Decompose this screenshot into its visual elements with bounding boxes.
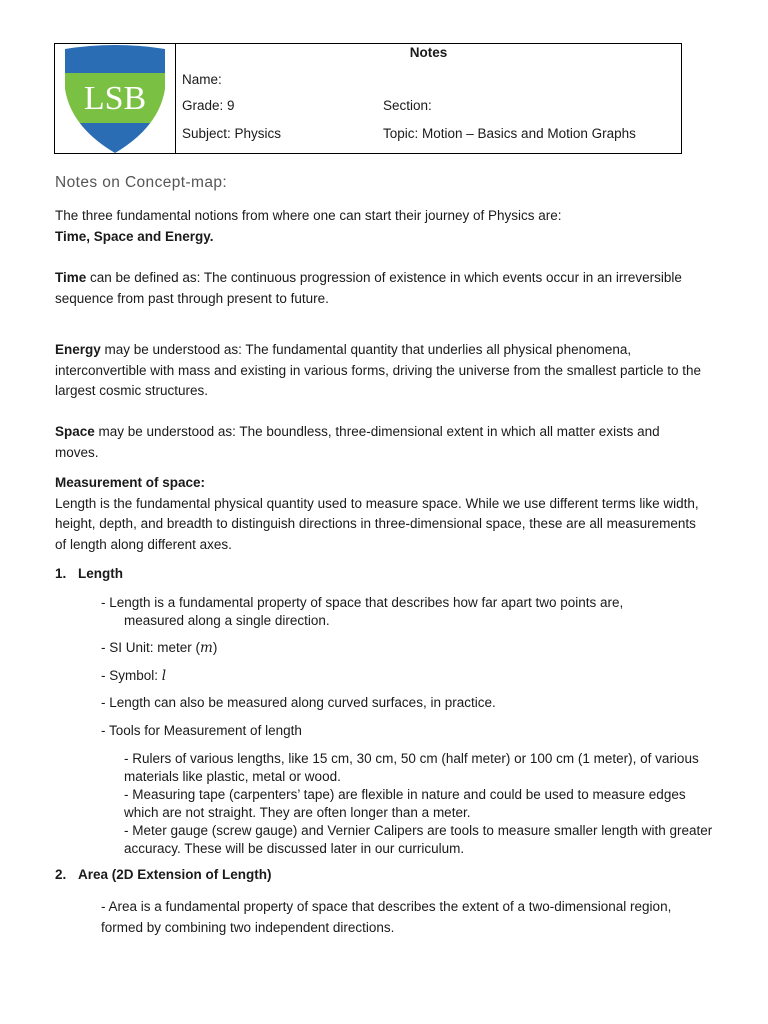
area-title: Area (2D Extension of Length) bbox=[78, 867, 272, 882]
length-bullet-si-unit bbox=[101, 639, 701, 657]
length-def-line2: measured along a single direction. bbox=[124, 613, 330, 628]
space-text: may be understood as: The boundless, three-dimensional extent in which all matter exists and moves. bbox=[55, 424, 660, 460]
intro-line: The three fundamental notions from where one can start their journey of Physics are: bbox=[55, 208, 562, 223]
si-unit-prefix: - SI Unit: meter ( bbox=[101, 640, 201, 655]
name-label: Name: bbox=[182, 72, 222, 87]
length-bullet-curved: - Length can also be measured along curved surfaces, in practice. bbox=[101, 695, 496, 710]
si-unit-suffix: ) bbox=[212, 640, 218, 655]
time-paragraph bbox=[55, 268, 705, 309]
length-bullet-symbol bbox=[101, 667, 701, 685]
area-bullet-definition: - Area is a fundamental property of space that describes the extent of a two-dimensional region, formed by combining two independent directions. bbox=[101, 899, 672, 935]
area-heading bbox=[55, 867, 272, 882]
school-logo bbox=[63, 45, 167, 155]
length-bullet-definition bbox=[101, 594, 701, 630]
si-unit-symbol: m bbox=[200, 640, 213, 656]
space-paragraph bbox=[55, 422, 705, 463]
time-text: can be defined as: The continuous progression of existence in which events occur in an irreversible sequence from past through present to future. bbox=[55, 270, 682, 306]
logo-cell bbox=[55, 44, 176, 153]
measurement-heading: Measurement of space: bbox=[55, 475, 206, 490]
section-label: Section: bbox=[383, 98, 432, 113]
symbol-prefix: - Symbol: bbox=[101, 668, 162, 683]
time-term: Time bbox=[55, 270, 87, 285]
section-title: Notes on Concept-map: bbox=[55, 174, 228, 191]
subject-label: Subject: Physics bbox=[182, 126, 282, 141]
length-def-line1: - Length is a fundamental property of space that describes how far apart two points are, bbox=[101, 595, 624, 610]
topic-label: Topic: Motion – Basics and Motion Graphs bbox=[383, 126, 636, 141]
grade-label: Grade: 9 bbox=[182, 98, 235, 113]
tool-rulers: - Rulers of various lengths, like 15 cm, 30 cm, 50 cm (half meter) or 100 cm (1 meter), of various materials like plastic, metal or wood. bbox=[124, 751, 699, 784]
intro-bold-line: Time, Space and Energy. bbox=[55, 228, 214, 244]
energy-paragraph bbox=[55, 340, 705, 402]
length-title: Length bbox=[78, 566, 123, 581]
length-number: 1. bbox=[55, 566, 67, 581]
area-number: 2. bbox=[55, 867, 67, 882]
measurement-text: Length is the fundamental physical quantity used to measure space. While we use different terms like width, height, depth, and breadth to distinguish directions in three-dimensional space, these are all measurements of length along different axes. bbox=[55, 495, 699, 552]
length-heading bbox=[55, 566, 123, 581]
tool-measuring-tape: - Measuring tape (carpenters’ tape) are flexible in nature and could be used to measure edges which are not straight. They are often longer than a meter. bbox=[124, 787, 686, 820]
length-bullet-tools: - Tools for Measurement of length bbox=[101, 723, 302, 738]
tool-gauges: - Meter gauge (screw gauge) and Vernier Calipers are tools to measure smaller length with greater accuracy. These will be discussed later in our curriculum. bbox=[124, 823, 713, 856]
measurement-section bbox=[55, 473, 705, 555]
intro-paragraph bbox=[55, 206, 705, 247]
header-table bbox=[54, 43, 682, 154]
notes-title: Notes bbox=[409, 45, 448, 60]
symbol-value: l bbox=[161, 668, 167, 684]
energy-text: may be understood as: The fundamental quantity that underlies all physical phenomena, interconvertible with mass and existing in various forms, driving the universe from the smallest particle to the largest cosmic structures. bbox=[55, 342, 702, 398]
logo-text: LSB bbox=[83, 80, 147, 117]
energy-term: Energy bbox=[55, 342, 101, 357]
space-term: Space bbox=[55, 424, 95, 439]
info-cell bbox=[176, 44, 681, 153]
